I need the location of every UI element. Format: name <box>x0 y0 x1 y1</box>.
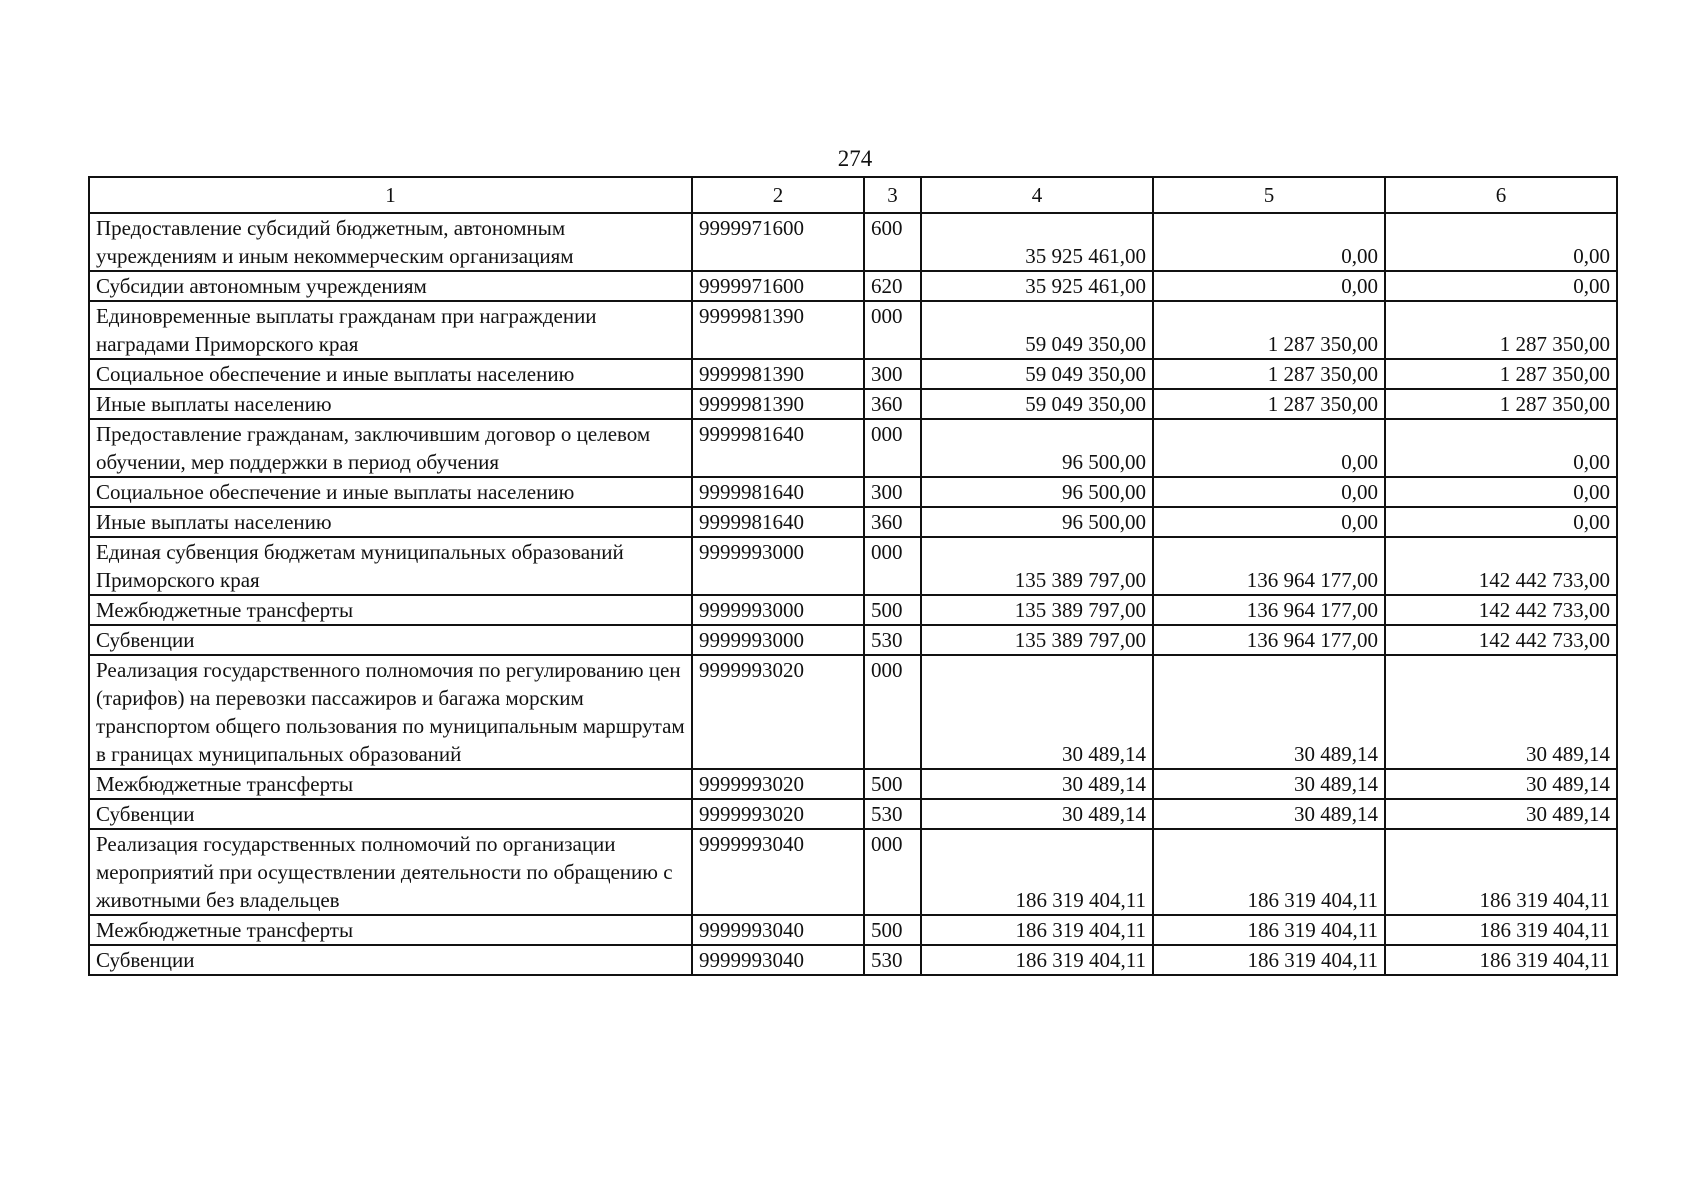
header-row <box>89 177 1617 213</box>
row-amount-col-6: 186 319 404,11 <box>1385 915 1617 945</box>
row-amount-col-4: 59 049 350,00 <box>921 301 1153 359</box>
table-row <box>89 477 1617 507</box>
row-expense-type: 500 <box>864 769 921 799</box>
header-col-4: 4 <box>921 177 1153 213</box>
row-amount-col-4: 135 389 797,00 <box>921 625 1153 655</box>
table-row <box>89 945 1617 975</box>
row-name: Реализация государственных полномочий по организации мероприятий при осуществлении деятельности по обращению с животными без владельцев <box>89 829 692 915</box>
row-amount-col-5: 186 319 404,11 <box>1153 829 1385 915</box>
row-amount-col-6: 142 442 733,00 <box>1385 537 1617 595</box>
row-name: Межбюджетные трансферты <box>89 595 692 625</box>
row-amount-col-6: 1 287 350,00 <box>1385 389 1617 419</box>
row-target-code: 9999981640 <box>692 477 864 507</box>
table-row <box>89 213 1617 271</box>
row-target-code: 9999993020 <box>692 655 864 769</box>
row-amount-col-6: 30 489,14 <box>1385 799 1617 829</box>
row-name: Единая субвенция бюджетам муниципальных образований Приморского края <box>89 537 692 595</box>
row-expense-type: 300 <box>864 477 921 507</box>
row-expense-type: 000 <box>864 419 921 477</box>
row-target-code: 9999981640 <box>692 507 864 537</box>
row-name: Субвенции <box>89 945 692 975</box>
table-row <box>89 359 1617 389</box>
row-amount-col-4: 96 500,00 <box>921 507 1153 537</box>
row-amount-col-4: 135 389 797,00 <box>921 537 1153 595</box>
row-name: Реализация государственного полномочия по регулированию цен (тарифов) на перевозки пассажиров и багажа морским транспортом общего пользования по муниципальным маршрутам в границах муниципальных образований <box>89 655 692 769</box>
row-expense-type: 600 <box>864 213 921 271</box>
row-amount-col-5: 1 287 350,00 <box>1153 301 1385 359</box>
row-target-code: 9999993000 <box>692 625 864 655</box>
row-name: Предоставление субсидий бюджетным, автономным учреждениям и иным некоммерческим организациям <box>89 213 692 271</box>
header-col-3: 3 <box>864 177 921 213</box>
row-amount-col-6: 142 442 733,00 <box>1385 595 1617 625</box>
row-amount-col-4: 186 319 404,11 <box>921 945 1153 975</box>
row-name: Единовременные выплаты гражданам при награждении наградами Приморского края <box>89 301 692 359</box>
row-name: Межбюджетные трансферты <box>89 915 692 945</box>
budget-table <box>88 176 1618 976</box>
row-name: Иные выплаты населению <box>89 507 692 537</box>
row-expense-type: 300 <box>864 359 921 389</box>
row-amount-col-6: 0,00 <box>1385 213 1617 271</box>
row-amount-col-5: 1 287 350,00 <box>1153 389 1385 419</box>
row-name: Социальное обеспечение и иные выплаты населению <box>89 477 692 507</box>
row-name: Межбюджетные трансферты <box>89 769 692 799</box>
row-target-code: 9999993040 <box>692 829 864 915</box>
table-header <box>89 177 1617 213</box>
row-amount-col-4: 30 489,14 <box>921 769 1153 799</box>
row-amount-col-5: 1 287 350,00 <box>1153 359 1385 389</box>
row-amount-col-4: 30 489,14 <box>921 799 1153 829</box>
row-amount-col-5: 186 319 404,11 <box>1153 915 1385 945</box>
row-target-code: 9999993040 <box>692 945 864 975</box>
row-amount-col-4: 96 500,00 <box>921 419 1153 477</box>
row-target-code: 9999993020 <box>692 799 864 829</box>
row-expense-type: 000 <box>864 301 921 359</box>
table-row <box>89 915 1617 945</box>
row-amount-col-6: 142 442 733,00 <box>1385 625 1617 655</box>
header-col-2: 2 <box>692 177 864 213</box>
row-target-code: 9999981390 <box>692 389 864 419</box>
row-expense-type: 000 <box>864 829 921 915</box>
row-target-code: 9999993020 <box>692 769 864 799</box>
row-amount-col-4: 59 049 350,00 <box>921 359 1153 389</box>
table-row <box>89 419 1617 477</box>
row-name: Предоставление гражданам, заключившим договор о целевом обучении, мер поддержки в период обучения <box>89 419 692 477</box>
row-amount-col-5: 0,00 <box>1153 213 1385 271</box>
header-col-1: 1 <box>89 177 692 213</box>
row-expense-type: 530 <box>864 945 921 975</box>
row-target-code: 9999993000 <box>692 595 864 625</box>
row-expense-type: 360 <box>864 507 921 537</box>
row-amount-col-4: 135 389 797,00 <box>921 595 1153 625</box>
row-expense-type: 000 <box>864 537 921 595</box>
row-amount-col-6: 186 319 404,11 <box>1385 945 1617 975</box>
row-amount-col-4: 59 049 350,00 <box>921 389 1153 419</box>
row-target-code: 9999993000 <box>692 537 864 595</box>
row-amount-col-6: 0,00 <box>1385 507 1617 537</box>
row-amount-col-5: 136 964 177,00 <box>1153 537 1385 595</box>
row-amount-col-6: 30 489,14 <box>1385 655 1617 769</box>
row-amount-col-4: 96 500,00 <box>921 477 1153 507</box>
table-row <box>89 595 1617 625</box>
table-row <box>89 301 1617 359</box>
row-expense-type: 000 <box>864 655 921 769</box>
header-col-6: 6 <box>1385 177 1617 213</box>
row-amount-col-5: 136 964 177,00 <box>1153 625 1385 655</box>
row-expense-type: 530 <box>864 799 921 829</box>
header-col-5: 5 <box>1153 177 1385 213</box>
row-name: Иные выплаты населению <box>89 389 692 419</box>
row-amount-col-5: 0,00 <box>1153 419 1385 477</box>
row-expense-type: 620 <box>864 271 921 301</box>
row-amount-col-6: 0,00 <box>1385 419 1617 477</box>
table-row <box>89 537 1617 595</box>
table-row <box>89 389 1617 419</box>
table-row <box>89 769 1617 799</box>
row-amount-col-5: 30 489,14 <box>1153 799 1385 829</box>
row-expense-type: 530 <box>864 625 921 655</box>
row-name: Субвенции <box>89 799 692 829</box>
row-amount-col-6: 0,00 <box>1385 271 1617 301</box>
row-amount-col-6: 30 489,14 <box>1385 769 1617 799</box>
row-amount-col-5: 186 319 404,11 <box>1153 945 1385 975</box>
table-row <box>89 625 1617 655</box>
row-expense-type: 500 <box>864 595 921 625</box>
row-target-code: 9999993040 <box>692 915 864 945</box>
row-amount-col-5: 0,00 <box>1153 271 1385 301</box>
table-body <box>89 213 1617 975</box>
row-amount-col-6: 186 319 404,11 <box>1385 829 1617 915</box>
row-amount-col-5: 136 964 177,00 <box>1153 595 1385 625</box>
table-row <box>89 655 1617 769</box>
table-row <box>89 829 1617 915</box>
table-row <box>89 507 1617 537</box>
row-amount-col-5: 30 489,14 <box>1153 769 1385 799</box>
row-target-code: 9999981390 <box>692 301 864 359</box>
table-row <box>89 799 1617 829</box>
row-expense-type: 360 <box>864 389 921 419</box>
row-target-code: 9999971600 <box>692 271 864 301</box>
row-target-code: 9999981390 <box>692 359 864 389</box>
row-amount-col-4: 35 925 461,00 <box>921 271 1153 301</box>
row-name: Субсидии автономным учреждениям <box>89 271 692 301</box>
table-row <box>89 271 1617 301</box>
row-amount-col-5: 0,00 <box>1153 477 1385 507</box>
row-amount-col-6: 0,00 <box>1385 477 1617 507</box>
row-amount-col-4: 30 489,14 <box>921 655 1153 769</box>
row-target-code: 9999981640 <box>692 419 864 477</box>
row-amount-col-4: 186 319 404,11 <box>921 829 1153 915</box>
row-amount-col-5: 0,00 <box>1153 507 1385 537</box>
row-expense-type: 500 <box>864 915 921 945</box>
row-name: Субвенции <box>89 625 692 655</box>
page-number: 274 <box>837 146 873 171</box>
row-amount-col-6: 1 287 350,00 <box>1385 359 1617 389</box>
row-amount-col-4: 186 319 404,11 <box>921 915 1153 945</box>
row-amount-col-4: 35 925 461,00 <box>921 213 1153 271</box>
row-target-code: 9999971600 <box>692 213 864 271</box>
row-amount-col-6: 1 287 350,00 <box>1385 301 1617 359</box>
row-amount-col-5: 30 489,14 <box>1153 655 1385 769</box>
row-name: Социальное обеспечение и иные выплаты населению <box>89 359 692 389</box>
